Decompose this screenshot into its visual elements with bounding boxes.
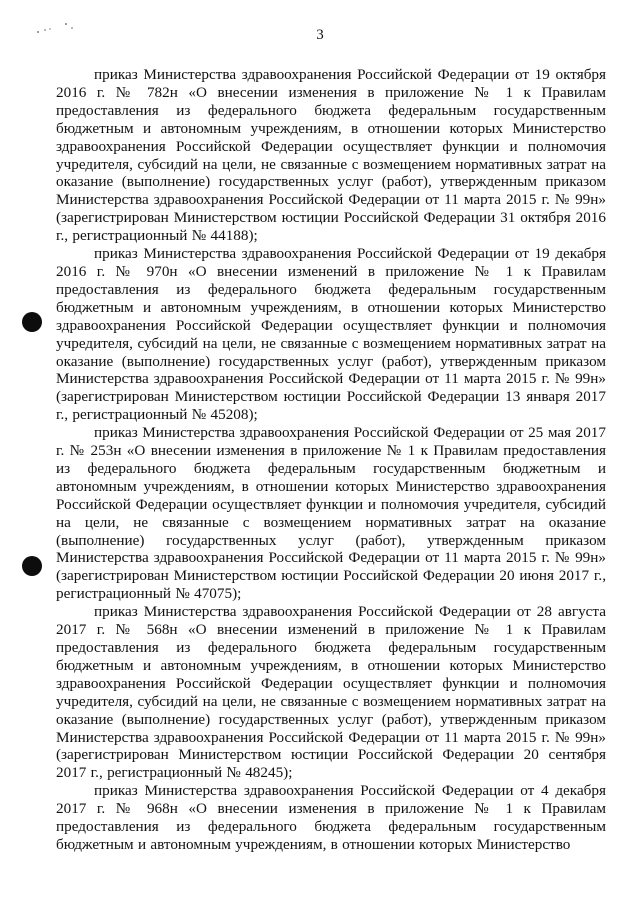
page-number: 3	[316, 27, 324, 43]
punch-hole-mark	[22, 312, 42, 332]
order-paragraph-1: приказ Министерства здравоохранения Российской Федерации от 19 октября 2016 г. № 782н «О внесении изменения в приложение № 1 к Правилам предоставления из федерального бюджета федеральным государственным бюджетным и автономным учреждениям, в отношении которых Министерство здравоохранения Российской Федерации осуществляет функции и полномочия учредителя, субсидий на цели, не связанные с возмещением нормативных затрат на оказание (выполнение) государственных услуг (работ), утвержденным приказом Министерства здравоохранения Российской Федерации от 11 марта 2015 г. № 99н» (зарегистрирован Министерством юстиции Российской Федерации 31 октября 2016 г., регистрационный № 44188);	[56, 66, 606, 245]
order-paragraph-3: приказ Министерства здравоохранения Российской Федерации от 25 мая 2017 г. № 253н «О внесении изменения в приложение № 1 к Правилам предоставления из федерального бюджета федеральным государственным бюджетным и автономным учреждениям, в отношении которых Министерство здравоохранения Российской Федерации осуществляет функции и полномочия учредителя, субсидий на цели, не связанные с возмещением нормативных затрат на оказание (выполнение) государственных услуг (работ), утвержденным приказом Министерства здравоохранения Российской Федерации от 11 марта 2015 г. № 99н» (зарегистрирован Министерством юстиции Российской Федерации 20 июня 2017 г., регистрационный № 47075);	[56, 424, 606, 603]
order-paragraph-2: приказ Министерства здравоохранения Российской Федерации от 19 декабря 2016 г. № 970н «О внесении изменений в приложение № 1 к Правилам предоставления из федерального бюджета федеральным государственным бюджетным и автономным учреждениям, в отношении которых Министерство здравоохранения Российской Федерации осуществляет функции и полномочия учредителя, субсидий на цели, не связанные с возмещением нормативных затрат на оказание (выполнение) государственных услуг (работ), утвержденным приказом Министерства здравоохранения Российской Федерации от 11 марта 2015 г. № 99н» (зарегистрирован Министерством юстиции Российской Федерации 13 января 2017 г., регистрационный № 45208);	[56, 245, 606, 424]
order-paragraph-4: приказ Министерства здравоохранения Российской Федерации от 28 августа 2017 г. № 568н «О внесении изменений в приложение № 1 к Правилам предоставления из федерального бюджета федеральным государственным бюджетным и автономным учреждениям, в отношении которых Министерство здравоохранения Российской Федерации осуществляет функции и полномочия учредителя, субсидий на цели, не связанные с возмещением нормативных затрат на оказание (выполнение) государственных услуг (работ), утвержденным приказом Министерства здравоохранения Российской Федерации от 11 марта 2015 г. № 99н» (зарегистрирован Министерством юстиции Российской Федерации 20 сентября 2017 г., регистрационный № 48245);	[56, 603, 606, 782]
punch-hole-mark	[22, 556, 42, 576]
order-paragraph-5: приказ Министерства здравоохранения Российской Федерации от 4 декабря 2017 г. № 968н «О внесении изменения в приложение № 1 к Правилам предоставления из федерального бюджета федеральным государственным бюджетным и автономным учреждениям, в отношении которых Министерство	[56, 782, 606, 853]
document-body	[56, 66, 606, 854]
